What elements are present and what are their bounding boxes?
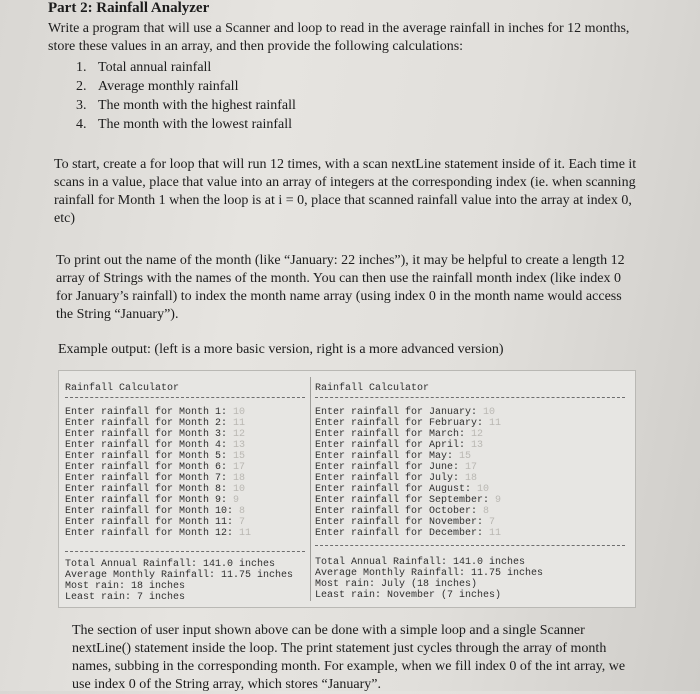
result-most: Most rain: July (18 inches) (315, 579, 478, 590)
console-line: Enter rainfall for August: 10 (315, 484, 490, 495)
loop-instructions-paragraph: To start, create a for loop that will run 12 times, with a scan nextLine statement inside of it. Each time it scans in a value, place that value into an array of integers at the corresponding index (ie. when scanning rainfall for Month 1 when the loop is at i = 0, place that scanned rainfall value into the array at index 0, etc) (54, 157, 637, 226)
console-line: Enter rainfall for Month 2: 11 (65, 418, 246, 429)
section-heading: Part 2: Rainfall Analyzer (48, 0, 210, 16)
console-header: Rainfall Calculator (65, 383, 180, 394)
list-item: 3. The month with the highest rainfall (76, 98, 296, 113)
console-line: Enter rainfall for Month 10: 8 (65, 506, 246, 517)
dashed-divider (315, 545, 625, 546)
result-total: Total Annual Rainfall: 141.0 inches (65, 559, 276, 570)
list-item: 1. Total annual rainfall (76, 60, 212, 75)
console-line: Enter rainfall for Month 1: 10 (65, 407, 246, 418)
console-line: Enter rainfall for Month 5: 15 (65, 451, 246, 462)
console-line: Enter rainfall for Month 12: 11 (65, 528, 252, 539)
console-line: Enter rainfall for Month 8: 10 (65, 484, 246, 495)
console-line: Enter rainfall for Month 7: 18 (65, 473, 246, 484)
console-line: Enter rainfall for February: 11 (315, 418, 502, 429)
console-line: Enter rainfall for June: 17 (315, 462, 478, 473)
dashed-divider (65, 551, 305, 552)
result-average: Average Monthly Rainfall: 11.75 inches (315, 568, 544, 579)
console-line: Enter rainfall for Month 6: 17 (65, 462, 246, 473)
result-least: Least rain: November (7 inches) (315, 590, 502, 601)
result-most: Most rain: 18 inches (65, 581, 186, 592)
dashed-divider (315, 397, 625, 398)
calculations-list (76, 58, 296, 134)
console-line: Enter rainfall for March: 12 (315, 429, 484, 440)
example-output-console (58, 370, 636, 608)
month-names-paragraph: To print out the name of the month (like “January: 22 inches”), it may be helpful to create a length 12 array of Strings with the names of the month. You can then use the rainfall month index (like index 0 for January’s rainfall) to index the month name array (using index 0 in the month name would access the String “January”). (56, 253, 625, 322)
console-line: Enter rainfall for January: 10 (315, 407, 496, 418)
list-item: 2. Average monthly rainfall (76, 79, 239, 94)
result-average: Average Monthly Rainfall: 11.75 inches (65, 570, 294, 581)
example-output-label: Example output: (left is a more basic version, right is a more advanced version) (58, 342, 504, 357)
console-line: Enter rainfall for Month 9: 9 (65, 495, 240, 506)
console-line: Enter rainfall for July: 18 (315, 473, 478, 484)
closing-paragraph: The section of user input shown above can be done with a simple loop and a single Scanner nextLine() statement inside the loop. The print statement just cycles through the array of month names, subbing in the corresponding month. For example, when we fill index 0 of the int array, we use index 0 of the String array, which stores “January”. (72, 623, 626, 692)
dashed-divider (65, 397, 305, 398)
console-line: Enter rainfall for November: 7 (315, 517, 496, 528)
console-line: Enter rainfall for September: 9 (315, 495, 502, 506)
console-line: Enter rainfall for Month 4: 13 (65, 440, 246, 451)
console-line: Enter rainfall for Month 11: 7 (65, 517, 246, 528)
console-line: Enter rainfall for May: 15 (315, 451, 472, 462)
console-line: Enter rainfall for Month 3: 12 (65, 429, 246, 440)
console-line: Enter rainfall for April: 13 (315, 440, 484, 451)
list-item: 4. The month with the lowest rainfall (76, 117, 293, 132)
console-line: Enter rainfall for December: 11 (315, 528, 502, 539)
result-total: Total Annual Rainfall: 141.0 inches (315, 557, 526, 568)
console-header: Rainfall Calculator (315, 383, 430, 394)
result-least: Least rain: 7 inches (65, 592, 186, 603)
intro-paragraph: Write a program that will use a Scanner and loop to read in the average rainfall in inches for 12 months, store these values in an array, and then provide the following calculations: (48, 21, 630, 54)
console-line: Enter rainfall for October: 8 (315, 506, 490, 517)
console-divider (310, 377, 311, 601)
